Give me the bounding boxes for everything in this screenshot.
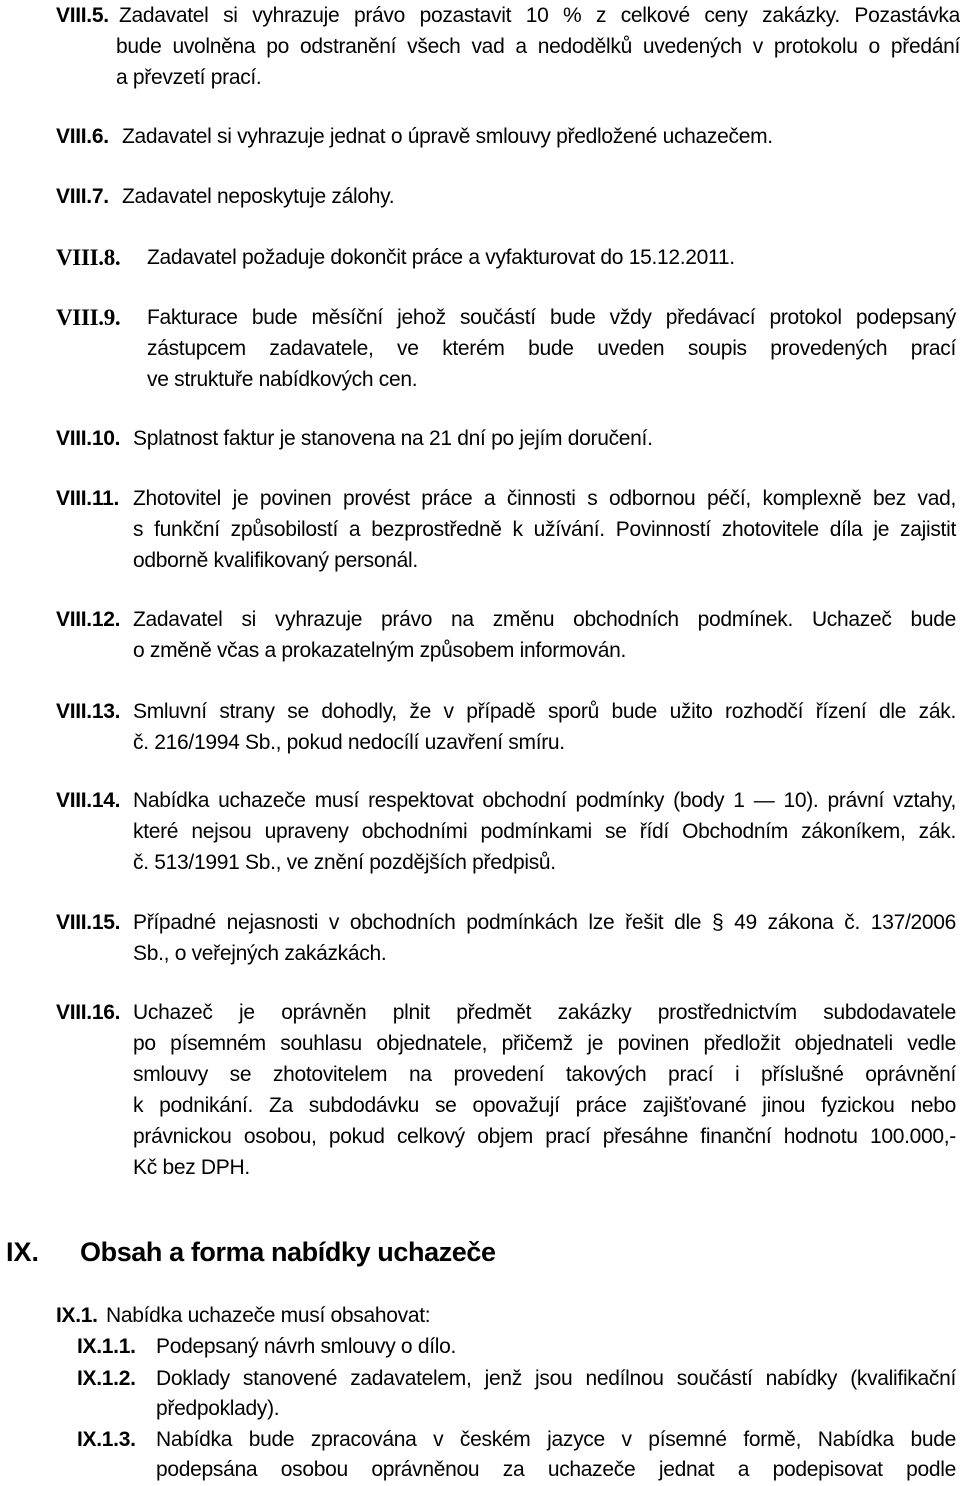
clause-number: VIII.16.: [56, 1001, 121, 1024]
section-number: IX.: [6, 1237, 40, 1267]
clause-line: Zhotovitel je povinen provést práce a činnosti s odbornou péčí, komplexně bez vad,: [133, 487, 956, 510]
clause-line: Zadavatel požaduje dokončit práce a vyfakturovat do 15.12.2011.: [147, 246, 735, 269]
clause-number: VIII.7.: [56, 185, 109, 208]
clause-line: Sb., o veřejných zakázkách.: [133, 942, 387, 965]
section-title: Obsah a forma nabídky uchazeče: [80, 1237, 496, 1267]
clause-number: VIII.15.: [56, 911, 121, 934]
clause-number: VIII.11.: [56, 487, 119, 510]
clause-viii-13: [56, 696, 956, 758]
clause-number: VIII.10.: [56, 427, 121, 450]
clause-line: Smluvní strany se dohodly, že v případě sporů bude užito rozhodčí řízení dle zák.: [133, 700, 956, 723]
clause-line: Nabídka uchazeče musí respektovat obchodní podmínky (body 1 — 10). právní vztahy,: [133, 789, 956, 812]
clause-viii-11: [56, 483, 956, 576]
clause-line: Nabídka bude zpracována v českém jazyce v písemné formě, Nabídka bude: [156, 1428, 956, 1451]
clause-line: o změně včas a prokazatelným způsobem informován.: [133, 639, 627, 662]
clause-line: smlouvy se zhotovitelem na provedení takových prací i příslušné oprávnění: [133, 1063, 956, 1086]
clause-ix-1-1: [77, 1333, 956, 1361]
clause-number: IX.1.: [56, 1304, 98, 1327]
clause-viii-14: [56, 785, 956, 878]
clause-line: odborně kvalifikovaný personál.: [133, 549, 418, 572]
clause-line: Zadavatel si vyhrazuje jednat o úpravě smlouvy předložené uchazečem.: [122, 125, 773, 148]
clause-viii-8: [56, 242, 960, 273]
clause-number: VIII.9.: [56, 305, 121, 330]
clause-line: předpoklady).: [156, 1397, 280, 1420]
clause-ix-1: [56, 1302, 956, 1330]
clause-viii-9: [56, 302, 956, 395]
clause-number: IX.1.3.: [77, 1428, 136, 1451]
clause-line: Kč bez DPH.: [133, 1156, 250, 1179]
clause-line: Doklady stanovené zadavatelem, jenž jsou nedílnou součástí nabídky (kvalifikační: [156, 1367, 956, 1390]
clause-viii-12: [56, 604, 956, 666]
clause-line: č. 513/1991 Sb., ve znění pozdějších předpisů.: [133, 851, 556, 874]
clause-line: Splatnost faktur je stanovena na 21 dní po jejím doručení.: [133, 427, 653, 450]
clause-number: VIII.14.: [56, 789, 121, 812]
clause-line: s funkční způsobilostí a bezprostředně k užívání. Povinností zhotovitele díla je zajistit: [133, 518, 956, 541]
clause-viii-6: [56, 121, 960, 152]
clause-line: č. 216/1994 Sb., pokud nedocílí uzavření smíru.: [133, 731, 565, 754]
clause-ix-1-2: [77, 1364, 956, 1424]
clause-number: IX.1.1.: [77, 1335, 136, 1358]
clause-line: Zadavatel neposkytuje zálohy.: [122, 185, 395, 208]
clause-viii-7: [56, 181, 960, 212]
clause-line: k podnikání. Za subdodávku se opovažují práce zajišťované jinou fyzickou nebo: [133, 1094, 956, 1117]
clause-line: právnickou osobou, pokud celkový objem prací přesáhne finanční hodnotu 100.000,-: [133, 1125, 956, 1148]
clause-number: VIII.8.: [56, 245, 121, 270]
clause-viii-5: [56, 0, 960, 93]
clause-number: VIII.12.: [56, 608, 121, 631]
clause-line: a převzetí prací.: [116, 66, 262, 89]
clause-line: Zadavatel si vyhrazuje právo pozastavit 10 % z celkové ceny zakázky. Pozastávka: [119, 4, 960, 27]
clause-line: podepsána osobou oprávněnou za uchazeče jednat a podepisovat podle: [156, 1458, 956, 1481]
clause-line: Uchazeč je oprávněn plnit předmět zakázky prostřednictvím subdodavatele: [133, 1001, 956, 1024]
clause-line: Případné nejasnosti v obchodních podmínkách lze řešit dle § 49 zákona č. 137/2006: [133, 911, 956, 934]
clause-line: Fakturace bude měsíční jehož součástí bude vždy předávací protokol podepsaný: [147, 306, 956, 329]
clause-number: IX.1.2.: [77, 1367, 136, 1390]
clause-viii-10: [56, 423, 960, 454]
clause-number: VIII.13.: [56, 700, 121, 723]
clause-line: které nejsou upraveny obchodními podmínkami se řídí Obchodním zákoníkem, zák.: [133, 820, 956, 843]
clause-line: Zadavatel si vyhrazuje právo na změnu obchodních podmínek. Uchazeč bude: [133, 608, 956, 631]
clause-ix-1-3: [77, 1425, 956, 1485]
clause-viii-16: [56, 997, 956, 1183]
clause-line: Nabídka uchazeče musí obsahovat:: [106, 1304, 431, 1327]
clause-line: zástupcem zadavatele, ve kterém bude uveden soupis provedených prací: [147, 337, 956, 360]
clause-line: bude uvolněna po odstranění všech vad a nedodělků uvedených v protokolu o předání: [116, 35, 960, 58]
clause-number: VIII.6.: [56, 125, 109, 148]
clause-line: po písemném souhlasu objednatele, přičemž je povinen předložit objednateli vedle: [133, 1032, 956, 1055]
clause-number: VIII.5.: [56, 4, 109, 27]
clause-line: Podepsaný návrh smlouvy o dílo.: [156, 1335, 457, 1358]
clause-line: ve struktuře nabídkových cen.: [147, 368, 418, 391]
clause-viii-15: [56, 907, 956, 969]
